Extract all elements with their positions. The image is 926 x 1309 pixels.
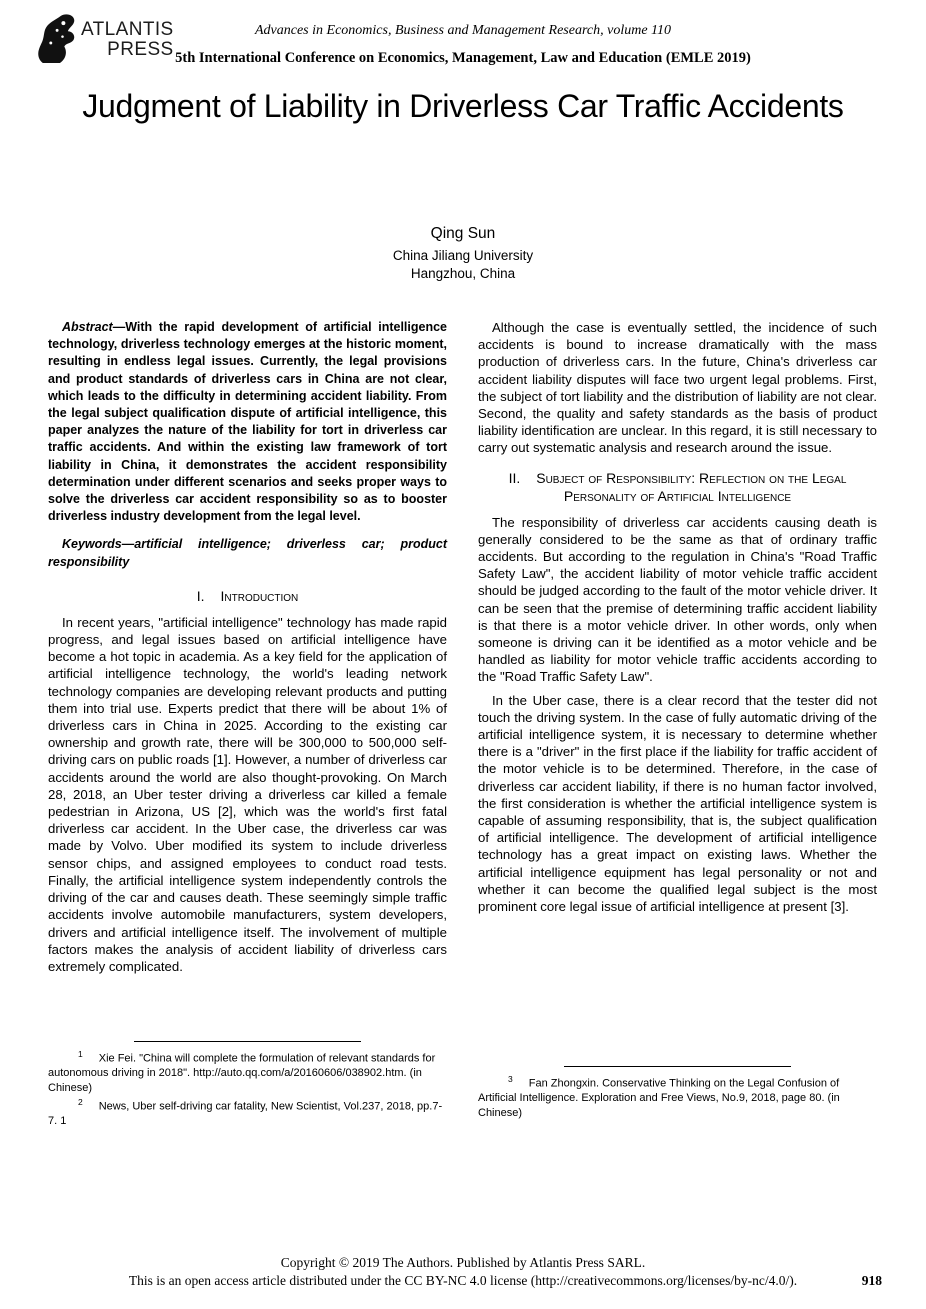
footnote-2-text: News, Uber self-driving car fatality, New Scientist, Vol.237, 2018, pp.7-7. 1 — [48, 1100, 443, 1128]
author-affiliation: China Jiliang University — [392, 248, 534, 263]
abstract-label: Abstract — [62, 320, 113, 334]
abstract-paragraph — [48, 319, 447, 525]
body-paragraph: Although the case is eventually settled, the incidence of such accidents is bound to increase dramatically with the mass production of driverless cars. In the future, China's driverless car accident liability disputes will face two urgent legal problems. First, the subject of tort liability and the distribution of liability are not clear. Second, the quality and safety standards as the basis of product liability identification are unclear. In this regard, it is still necessary to carry out systematic analysis and research around the issue. — [478, 320, 877, 456]
footnote-3-text: Fan Zhongxin. Conservative Thinking on the Legal Confusion of Artificial Intelligence. Exploration and Free Views, No.9, 2018, page 80. (in Chinese) — [478, 1077, 840, 1119]
keywords-paragraph — [48, 536, 447, 570]
footnote-3-number: 3 — [508, 1074, 513, 1084]
conference-line: 5th International Conference on Economics, Management, Law and Education (EMLE 2019) — [175, 50, 751, 66]
footnote-3 — [478, 1072, 877, 1120]
license-line: This is an open access article distributed under the CC BY-NC 4.0 license (http://creativecommons.org/licenses/by-nc/4.0/). — [128, 1273, 798, 1288]
logo-line2: PRESS — [107, 39, 174, 60]
body-paragraph: The responsibility of driverless car accidents causing death is generally considered to be the same as that of ordinary traffic accidents. But according to the regulation in China's "Road Traffic Safety Law", the accident liability of motor vehicle traffic accident should be judged according to the fault of the motor vehicle driver. It can be seen that the premise of determining traffic accident liability is that there is a motor vehicle driver. In other words, only when someone is driving can it be identified as a motor vehicle and be handled as liability for motor vehicle traffic accidents according to the "Road Traffic Safety Law". — [478, 514, 877, 685]
right-column — [478, 319, 877, 1189]
body-columns — [48, 319, 878, 1189]
section-title: Introduction — [220, 587, 299, 604]
page-number: 918 — [861, 1273, 882, 1288]
author-location: Hangzhou, China — [410, 266, 516, 281]
author-name: Qing Sun — [430, 225, 496, 242]
footnote-separator — [134, 1041, 361, 1042]
footnote-separator — [564, 1066, 791, 1067]
left-column — [48, 319, 447, 1189]
keywords-label: Keywords — [62, 537, 122, 552]
footnote-1-number: 1 — [78, 1049, 83, 1059]
section-title: Subject of Responsibility: Reflection on the Legal Personality of Artificial Intelligence — [536, 469, 847, 504]
logo-line1: ATLANTIS — [81, 19, 174, 40]
body-paragraph: In the Uber case, there is a clear record that the tester did not touch the driving system. In the case of fully automatic driving of the artificial intelligence system, it is necessary to determine whether there is a "driver" in the first place if the liability for traffic accident of the motor vehicle is to be determined. Therefore, in the case of driverless car accident liability, if there is no human factor involved, the first consideration is whether the artificial intelligence system is capable of assuming responsibility, that is, the subject qualification of artificial intelligence. The development of artificial intelligence technology has a great impact on existing laws. Whether the artificial intelligence equipment has legal personality or not and whether it can become the qualified legal subject is the most prominent core legal issue of artificial intelligence at present [3]. — [478, 692, 877, 915]
author-block — [0, 224, 926, 283]
footnote-1 — [48, 1047, 447, 1095]
section-number: I. — [196, 587, 205, 604]
paper-title: Judgment of Liability in Driverless Car Traffic Accidents — [82, 88, 844, 124]
section-number: II. — [508, 469, 521, 486]
abstract-text: —With the rapid development of artificial intelligence technology, driverless technology emerges at the historic moment, resulting in endless legal issues. Currently, the legal provisions and product standards of driverless cars in China are not clear, which leads to the difficulty in determining accident liability. From the legal subject qualification dispute of artificial intelligence, this paper analyzes the nature of the liability for tort in driverless car traffic accidents. And within the existing law framework of tort liability in China, it demonstrates the accident responsibility determination under different scenarios and seeks proper ways to solve the driverless car accident responsibility so as to booster driverless industry development from the legal level. — [48, 320, 447, 524]
right-footnotes — [478, 1066, 877, 1120]
keywords-text: —artificial intelligence; driverless car; product responsibility — [48, 537, 447, 569]
journal-series-line: Advances in Economics, Business and Management Research, volume 110 — [254, 23, 671, 38]
copyright-line: Copyright © 2019 The Authors. Published by Atlantis Press SARL. — [280, 1255, 646, 1270]
footnote-2-number: 2 — [78, 1097, 83, 1108]
section-heading-subject-of-responsibility — [484, 469, 871, 505]
footnote-1-text: Xie Fei. "China will complete the formulation of relevant standards for autonomous driving in 2018". http://auto.qq.com/a/20160606/038902.htm. (in Chinese) — [48, 1052, 436, 1094]
intro-paragraph: In recent years, "artificial intelligence" technology has made rapid progress, and legal issues based on artificial intelligence have become a hot topic in academia. As a key field for the application of artificial intelligence technology, the world's leading network technology companies are developing relevant products and putting them into trial use. Experts predict that there will be about 1% of driverless cars in China in 2025. According to the existing car ownership and growth rate, there will be 300,000 to 500,000 self-driving cars on public roads [1]. However, a number of driverless car accidents around the world are also thought-provoking. On March 28, 2018, an Uber tester driving a driverless car killed a female pedestrian in Arizona, US [2], which was the world's first fatal driverless car accident. In the Uber case, the driverless car was made by Volvo. Uber modified its system to include driverless sensor chips, and assigned employees to conduct road tests. Finally, the artificial intelligence system independently controls the driving of the car and causes death. These seemingly simple traffic accidents involve automobile manufacturers, system developers, drivers and artificial intelligence itself. The involvement of multiple factors makes the analysis of accident liability of driverless cars extremely complicated. — [48, 614, 447, 974]
left-footnotes — [48, 1041, 447, 1129]
section-heading-introduction — [54, 587, 441, 605]
footnote-2 — [48, 1095, 447, 1129]
